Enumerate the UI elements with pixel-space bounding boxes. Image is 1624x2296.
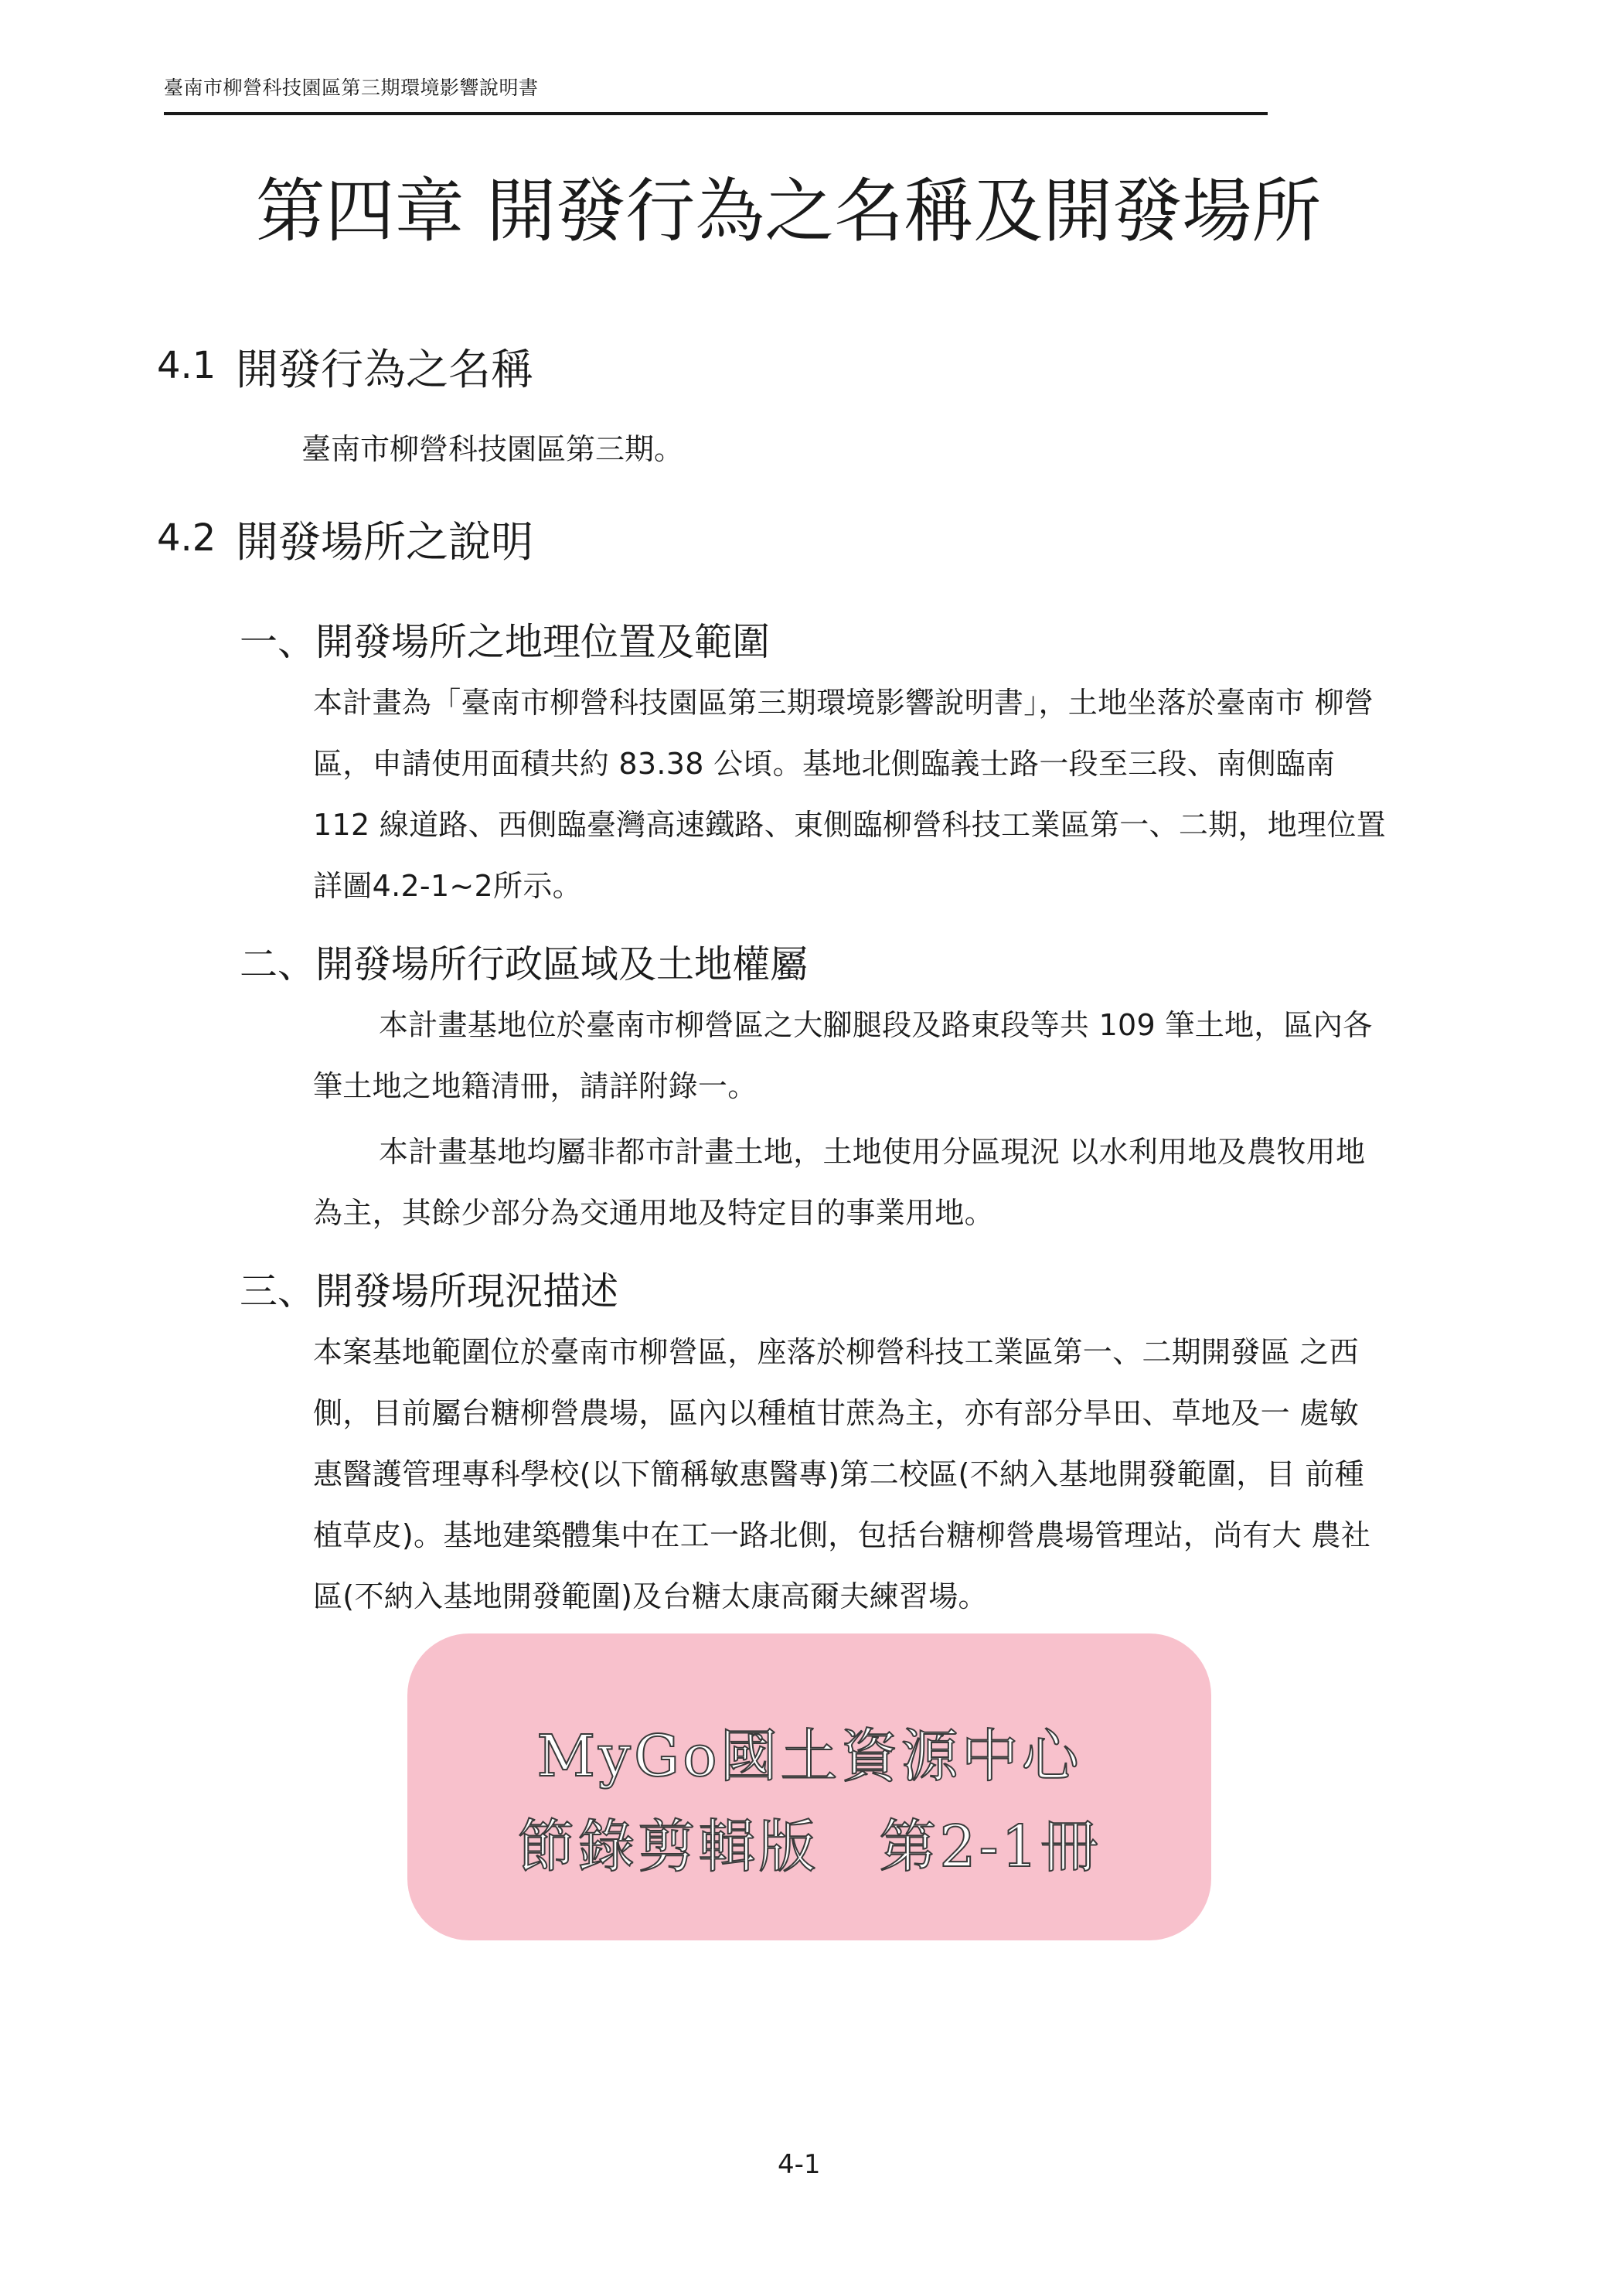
watermark-stamp-box (407, 1633, 1211, 1940)
running-header: 臺南市柳營科技園區第三期環境影響說明書 (164, 77, 539, 99)
subsection-2-title: 二、開發場所行政區域及土地權屬 (240, 942, 809, 986)
paragraph-line: 為主，其餘少部分為交通用地及特定目的事業用地。 (313, 1196, 994, 1230)
subsection-3-title: 三、開發場所現況描述 (240, 1269, 619, 1313)
section-4-1-title: 開發行為之名稱 (236, 345, 534, 394)
paragraph-line: 112 線道路、西側臨臺灣高速鐵路、東側臨柳營科技工業區第一、二期，地理位置 (313, 808, 1387, 842)
subsection-2-paragraph (313, 995, 1373, 1244)
paragraph-line: 本計畫基地位於臺南市柳營區之大腳腿段及路東段等共 109 筆土地，區內各 (379, 1008, 1373, 1042)
paragraph-line: 區(不納入基地開發範圍)及台糖太康高爾夫練習場。 (313, 1579, 988, 1613)
section-4-1-body: 臺南市柳營科技園區第三期。 (301, 432, 684, 466)
subsection-1-title: 一、開發場所之地理位置及範圍 (240, 620, 771, 664)
paragraph-line: 區，申請使用面積共約 83.38 公頃。基地北側臨義士路一段至三段、南側臨南 (313, 747, 1336, 781)
header-rule (164, 112, 1268, 115)
stamp-line-1: MyGo國土資源中心 (536, 1723, 1082, 1790)
stamp-line-2: 節錄剪輯版 第2-1冊 (517, 1814, 1101, 1880)
paragraph-line: 詳圖4.2-1~2所示。 (313, 869, 582, 903)
paragraph-line: 側，目前屬台糖柳營農場，區內以種植甘蔗為主，亦有部分旱田、草地及一 處敏 (313, 1396, 1359, 1430)
section-4-2-number: 4.2 (157, 516, 216, 560)
subsection-3-paragraph (313, 1322, 1370, 1627)
paragraph-line: 本案基地範圍位於臺南市柳營區，座落於柳營科技工業區第一、二期開發區 之西 (313, 1335, 1359, 1369)
paragraph-line: 本計畫基地均屬非都市計畫土地，土地使用分區現況 以水利用地及農牧用地 (379, 1135, 1366, 1169)
chapter-title: 第四章 開發行為之名稱及開發場所 (255, 171, 1322, 252)
section-4-1-number: 4.1 (157, 344, 216, 387)
paragraph-line: 本計畫為「臺南市柳營科技園區第三期環境影響說明書」，土地坐落於臺南市 柳營 (313, 686, 1374, 720)
page-number: 4-1 (778, 2149, 821, 2180)
paragraph-line: 筆土地之地籍清冊，請詳附錄一。 (313, 1069, 758, 1103)
paragraph-line: 惠醫護管理專科學校(以下簡稱敏惠醫專)第二校區(不納入基地開發範圍，目 前種 (313, 1457, 1364, 1491)
section-4-2-title: 開發場所之說明 (236, 517, 534, 567)
subsection-1-paragraph (313, 673, 1386, 917)
paragraph-line: 植草皮)。基地建築體集中在工一路北側，包括台糖柳營農場管理站，尚有大 農社 (313, 1518, 1371, 1552)
